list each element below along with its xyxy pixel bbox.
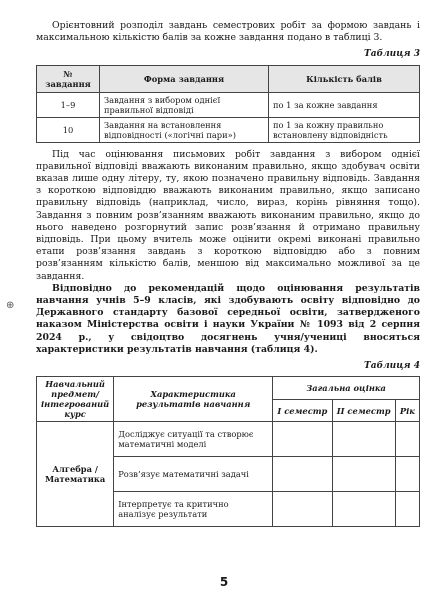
- page-number: 5: [219, 575, 229, 589]
- table-row: [37, 422, 420, 457]
- table4-header-total: Загальна оцінка: [273, 377, 420, 400]
- table4-header-semester2: II семестр: [332, 399, 395, 422]
- table4-header-year: Рік: [395, 399, 419, 422]
- grade-cell: [332, 457, 395, 492]
- grade-cell: [395, 457, 419, 492]
- registration-mark: ⊕: [6, 300, 15, 311]
- table3-cell: Завдання на встановлення відповідності («логічні пари»): [100, 117, 269, 142]
- table3-cell: по 1 за кожне завдання: [269, 92, 420, 117]
- table3-header-points: Кількість балів: [269, 65, 420, 92]
- page-content: [36, 20, 420, 527]
- grade-cell: [395, 422, 419, 457]
- table4-header-semester1: I семестр: [273, 399, 332, 422]
- recommendation-paragraph: Відповідно до рекомендацій щодо оцінювання результатів навчання учнів 5–9 класів, які здобувають освіту відповідно до Державного стандарту базової середньої освіти, затвердженого наказом Міністерства освіти і науки України № 1093 від 2 серпня 2024 р., у свідоцтво досягнень учня/учениці вносяться характеристики результатів навчання (таблиця 4).: [36, 282, 420, 355]
- table4-subject: Алгебра / Математика: [37, 422, 114, 527]
- grade-cell: [273, 457, 332, 492]
- grade-cell: [395, 492, 419, 527]
- table-row: [37, 92, 420, 117]
- table3-header-form: Форма завдання: [100, 65, 269, 92]
- grade-cell: [332, 492, 395, 527]
- table4-characteristic: Розв’язує математичні задачі: [114, 457, 273, 492]
- table3-caption: Таблиця 3: [364, 49, 420, 60]
- grade-cell: [332, 422, 395, 457]
- intro-paragraph: Орієнтовний розподіл завдань семестрових робіт за формою завдань і максимальною кількістю балів за кожне завдання подано в таблиці 3.: [36, 20, 420, 44]
- grade-cell: [273, 422, 332, 457]
- table4-header-subject: Навчальний предмет/ інтегрований курс: [37, 377, 114, 422]
- table3-cell: 10: [37, 117, 100, 142]
- grade-cell: [273, 492, 332, 527]
- table4-characteristic: Досліджує ситуації та створює математичні моделі: [114, 422, 273, 457]
- table3-cell: 1–9: [37, 92, 100, 117]
- table-4: [36, 376, 420, 527]
- scoring-paragraph: Під час оцінювання письмових робіт завдання з вибором однієї правильної відповіді вважають виконаним правильно, якщо здобувач освіти вказав лише одну літеру, ту, якою позначено правильну відповідь. Завдання з короткою відповіддю вважають виконаним правильно, якщо записано правильну відповідь (наприклад, число, вираз, корінь рівняння тощо). Завдання з повним розв’язанням вважають виконаним правильно, якщо до нього наведено розгорнутий запис розв’язання й отримано правильну відповідь. При цьому вчитель може оцінити окремі виконані правильно етапи розв’язання завдань з короткою відповіддю або з повним розв’язанням кількістю балів, меншою від максимально можливої за це завдання.: [36, 148, 420, 282]
- table-3: [36, 65, 420, 143]
- table3-header-number: № завдання: [37, 65, 100, 92]
- table-row: [37, 117, 420, 142]
- table4-characteristic: Інтерпретує та критично аналізує результати: [114, 492, 273, 527]
- table4-header-characteristic: Характеристика результатів навчання: [114, 377, 273, 422]
- table3-cell: Завдання з вибором однієї правильної відповіді: [100, 92, 269, 117]
- table4-caption: Таблиця 4: [364, 361, 420, 372]
- table3-cell: по 1 за кожну правильно встановлену відповідність: [269, 117, 420, 142]
